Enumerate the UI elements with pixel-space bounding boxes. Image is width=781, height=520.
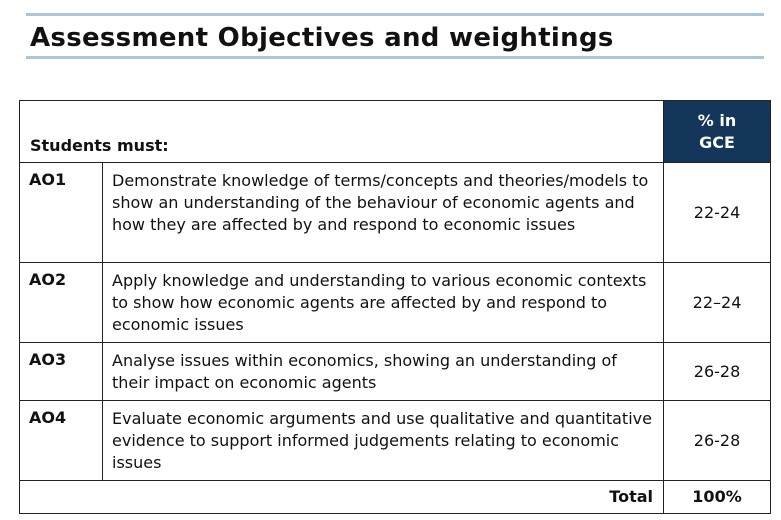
ao-weighting: 22–24 (664, 263, 771, 343)
table-row-ao2 (20, 263, 771, 343)
ao-code: AO4 (20, 401, 103, 481)
percent-header-line1: % in (697, 110, 737, 130)
ao-weighting: 22-24 (664, 163, 771, 263)
table-row-ao4 (20, 401, 771, 481)
table-row-ao1 (20, 163, 771, 263)
ao-weighting: 26-28 (664, 343, 771, 401)
page-title: Assessment Objectives and weightings (30, 23, 614, 53)
total-label: Total (20, 481, 664, 514)
students-must-header: Students must: (20, 101, 664, 163)
table-row-ao3 (20, 343, 771, 401)
total-value: 100% (664, 481, 771, 514)
ao-code: AO3 (20, 343, 103, 401)
ao-description: Apply knowledge and understanding to various economic contexts to show how economic agents are affected by and respond to economic issues (103, 263, 664, 343)
ao-description: Evaluate economic arguments and use qualitative and quantitative evidence to support informed judgements relating to economic issues (103, 401, 664, 481)
ao-weighting: 26-28 (664, 401, 771, 481)
ao-description: Analyse issues within economics, showing an understanding of their impact on economic agents (103, 343, 664, 401)
assessment-objectives-table (19, 100, 771, 514)
percent-in-gce-header (664, 101, 771, 163)
ao-code: AO1 (20, 163, 103, 263)
title-block (26, 13, 764, 59)
percent-header-line2: GCE (699, 132, 735, 152)
ao-description: Demonstrate knowledge of terms/concepts and theories/models to show an understanding of the behaviour of economic agents and how they are affected by and respond to economic issues (103, 163, 664, 263)
table-total-row (20, 481, 771, 514)
table-header-row (20, 101, 771, 163)
ao-code: AO2 (20, 263, 103, 343)
